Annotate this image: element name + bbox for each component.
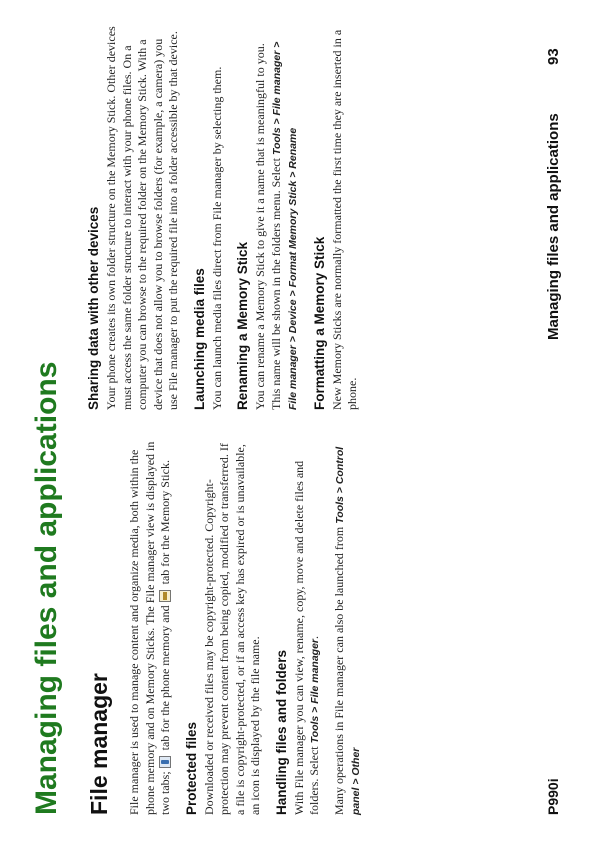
handling-text-a-end: . [307,635,321,639]
right-column [86,25,369,410]
formatting-heading: Formatting a Memory Stick [311,236,327,410]
handling-text-a [292,437,324,815]
page-number: 93 [545,48,562,65]
left-column [86,437,373,815]
phone-memory-tab-icon [159,756,171,768]
handling-menu-path: Tools > File manager [309,638,321,744]
file-manager-intro-a: File manager is used to manage content and organize media, both within the phone memory and on Memory Sticks. The File manager view is displayed in two tabs; [127,441,172,815]
renaming-text-body: You can rename a Memory Stick to give it a name that is meaningful to you. This name will be shown in the folders menu. Select [253,43,283,410]
formatting-text: New Memory Sticks are normally formatted the first time they are inserted in a phone. [329,29,359,410]
control-panel-menu-path: Tools > Control panel > Other [333,446,362,815]
sharing-heading: Sharing data with other devices [86,206,101,410]
file-manager-heading: File manager [86,673,112,815]
memory-stick-tab-icon [159,590,171,602]
rename-menu-path: Tools > File manager > File manager > Device > Format Memory Stick > Rename [270,41,299,410]
launching-heading: Launching media files [191,268,207,410]
page-title: Managing files and applications [30,361,63,815]
file-manager-intro [127,437,174,815]
protected-files-heading: Protected files [183,721,199,815]
renaming-text [253,25,302,410]
file-manager-intro-c: tab for the Memory Stick. [158,460,172,585]
launching-text: You can launch media files direct from File manager by selecting them. [209,66,224,410]
footer-section-title: Managing files and applications [545,113,562,340]
renaming-heading: Renaming a Memory Stick [235,241,250,410]
handling-text-a-body: With File manager you can view, rename, copy, move and delete files and folders. Select [291,460,321,815]
footer-model: P990i [545,778,561,815]
sharing-text: Your phone creates its own folder structure on the Memory Stick. Other devices must access the same folder structure to interact with your phone files. On a computer you can browse to the required folder on the Memory Stick. With a device that does not allow you to browse folders (for example, a camera) you use File manager to put the required file into a folder accessible by that device. [104,26,180,410]
protected-files-text: Downloaded or received files may be copyright-protected. Copyright-protection may prevent content from being copied, modified or transferred. If a file is copyright-protected, or if an access key has expired or is unavailable, an icon is displayed by the file name. [201,443,262,815]
file-manager-intro-b: tab for the phone memory and [158,605,172,751]
handling-heading: Handling files and folders [273,649,289,815]
handling-text-b [332,437,365,815]
handling-text-b-body: Many operations in File manager can also be launched from [331,526,346,815]
